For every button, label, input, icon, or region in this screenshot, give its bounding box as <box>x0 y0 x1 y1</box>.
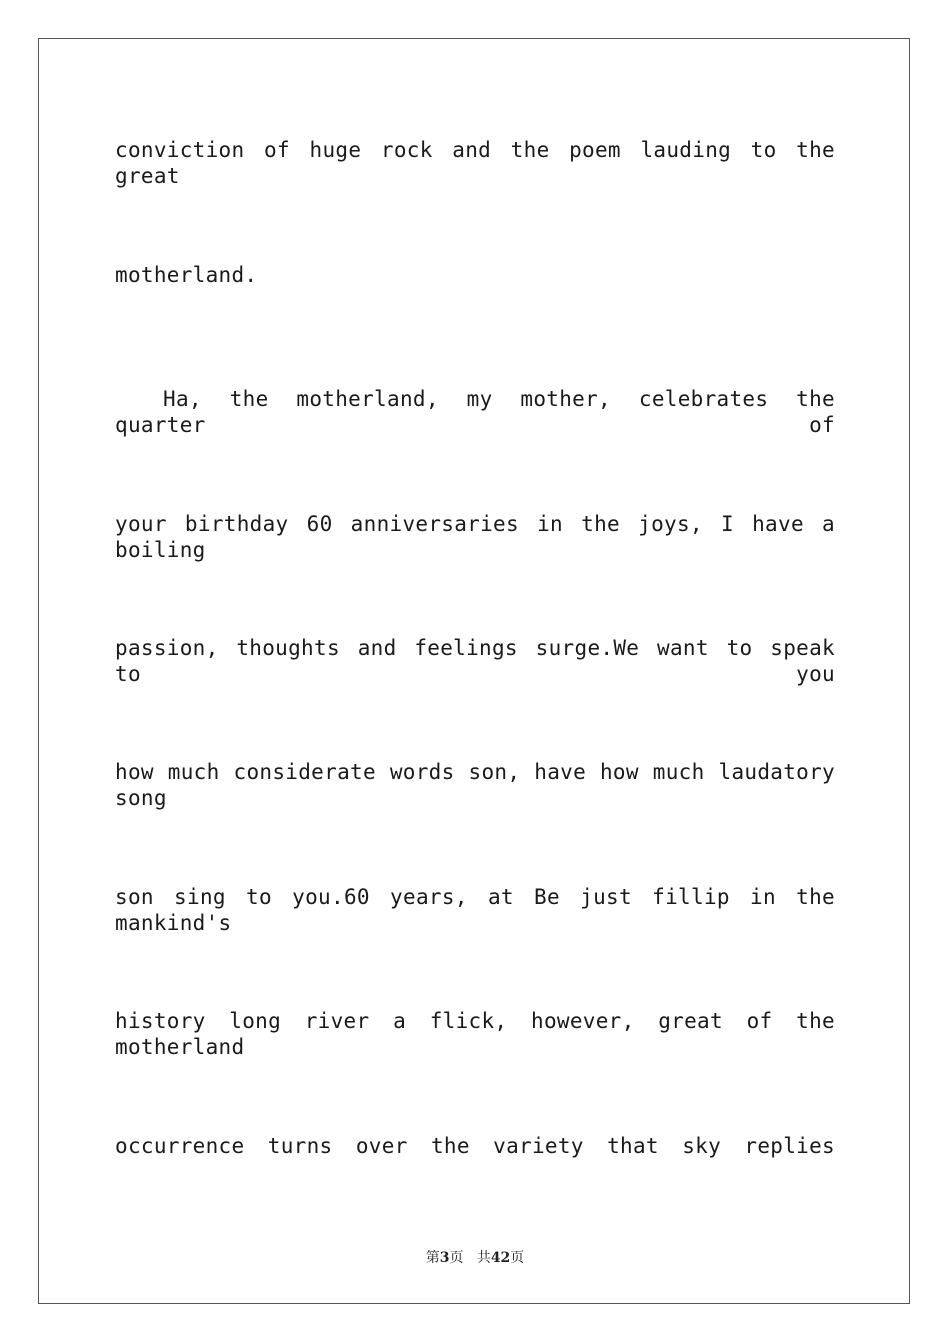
total-suffix: 页 <box>510 1250 525 1266</box>
page-number: 3 <box>439 1250 450 1266</box>
page-prefix: 第 <box>425 1250 440 1266</box>
body-text-line-1: conviction of huge rock and the poem lauding to the great <box>115 138 835 188</box>
body-text-line-4: your birthday 60 anniversaries in the joys, I have a boiling <box>115 512 835 562</box>
body-text-line-3: Ha, the motherland, my mother, celebrates the quarter of <box>115 387 835 437</box>
body-text-line-7: son sing to you.60 years, at Be just fillip in the mankind's <box>115 885 835 935</box>
body-text-line-5: passion, thoughts and feelings surge.We want to speak to you <box>115 636 835 686</box>
body-text-line-6: how much considerate words son, have how much laudatory song <box>115 760 835 810</box>
body-text-line-9: occurrence turns over the variety that sky replies <box>115 1134 835 1158</box>
body-text-line-8: history long river a flick, however, great of the motherland <box>115 1009 835 1059</box>
page-footer <box>0 1247 950 1267</box>
total-prefix: 共 <box>476 1250 491 1266</box>
total-pages: 42 <box>490 1250 511 1266</box>
page-suffix: 页 <box>449 1250 464 1266</box>
body-text-line-2: motherland. <box>115 263 258 287</box>
